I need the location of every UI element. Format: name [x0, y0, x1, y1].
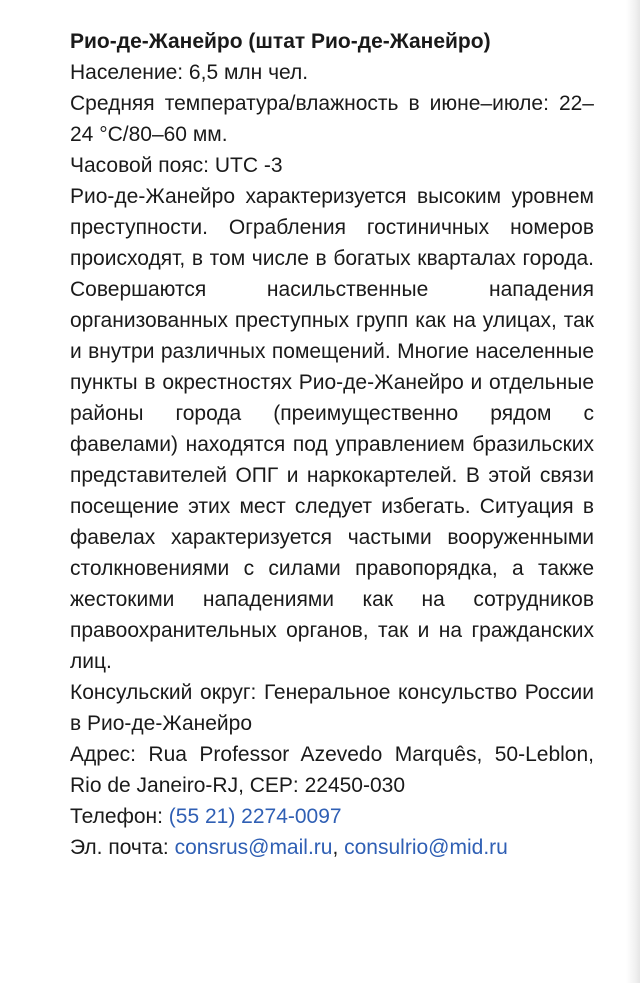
timezone-line: Часовой пояс: UTC -3	[70, 154, 283, 177]
phone-label: Телефон:	[70, 805, 169, 828]
climate-line: Средняя температура/влажность в июне–июле: 22–24 °С/80–60 мм.	[70, 92, 594, 146]
safety-description: Рио-де-Жанейро характеризуется высоким уровнем преступности. Ограбления гостиничных номеров происходят, в том числе в богатых кварталах города. Совершаются насильственные нападения организованных преступных групп как на улицах, так и внутри различных помещений. Многие населенные пункты в окрестностях Рио-де-Жанейро и отдельные районы города (преимущественно рядом с фавелами) находятся под управлением бразильских представителей ОПГ и наркокартелей. В этой связи посещение этих мест следует избегать. Ситуация в фавелах характеризуется частыми вооруженными столкновениями с силами правопорядка, а также жестокими нападениями как на сотрудников правоохранительных органов, так и на гражданских лиц.	[70, 185, 594, 673]
email-separator: ,	[332, 836, 345, 859]
email-link-primary[interactable]: consrus@mail.ru	[174, 836, 333, 859]
phone-link[interactable]: (55 21) 2274-0097	[168, 805, 342, 828]
document-body	[70, 26, 594, 863]
email-label: Эл. почта:	[70, 836, 175, 859]
population-line: Население: 6,5 млн чел.	[70, 61, 309, 84]
email-line	[70, 832, 594, 863]
page-edge-shadow	[626, 0, 640, 983]
email-link-secondary[interactable]: consulrio@mid.ru	[344, 836, 508, 859]
consular-district-line: Консульский округ: Генеральное консульство России в Рио-де-Жанейро	[70, 681, 594, 735]
phone-line	[70, 801, 594, 832]
document-title: Рио-де-Жанейро (штат Рио-де-Жанейро)	[70, 30, 491, 53]
address-line: Адрес: Rua Professor Azevedo Marquês, 50-Leblon, Rio de Janeiro-RJ, CEP: 22450-030	[70, 743, 594, 797]
